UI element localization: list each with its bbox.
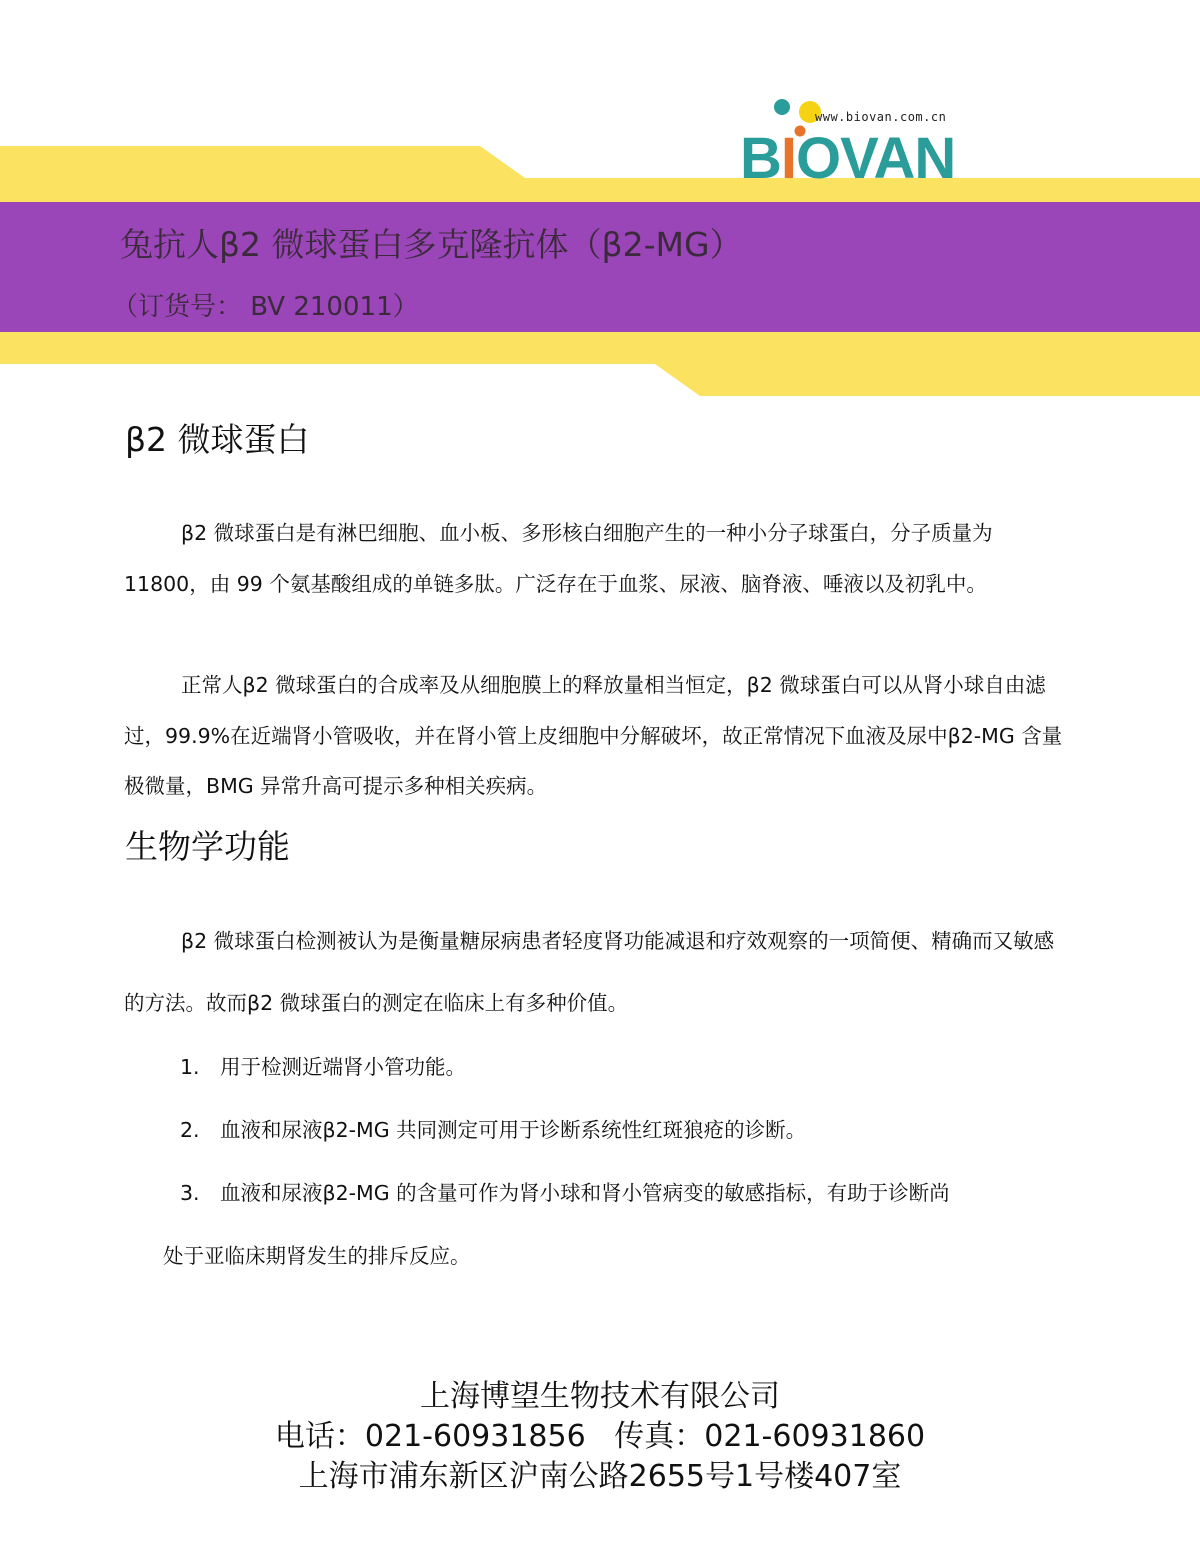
paragraph-function-intro: β2 微球蛋白检测被认为是衡量糖尿病患者轻度肾功能减退和疗效观察的一项简便、精确而又敏感的方法。故而β2 微球蛋白的测定在临床上有多种价值。 [124, 929, 1055, 1015]
footer-company: 上海博望生物技术有限公司 [420, 1379, 780, 1414]
logo-text-left: B [740, 126, 781, 191]
paragraph-normal: 正常人β2 微球蛋白的合成率及从细胞膜上的释放量相当恒定，β2 微球蛋白可以从肾小球自由滤过，99.9%在近端肾小管吸收，并在肾小管上皮细胞中分解破坏，故正常情况下血液及尿中β2-MG 含量极微量，BMG 异常升高可提示多种相关疾病。 [124, 673, 1063, 798]
order-number: （订货号： BV 210011） [112, 292, 419, 322]
list-number: 1. [180, 1055, 200, 1079]
list-item-1 [180, 1036, 1080, 1099]
header-banner [0, 0, 1200, 400]
list-text: 血液和尿液β2-MG 共同测定可用于诊断系统性红斑狼疮的诊断。 [220, 1118, 807, 1142]
banner-yellow-top [0, 146, 1200, 205]
section-heading-function: 生物学功能 [125, 827, 290, 866]
list-number: 2. [180, 1118, 200, 1142]
logo [740, 126, 955, 192]
banner-yellow-bottom [0, 332, 1200, 396]
list-item-3 [163, 1162, 1080, 1288]
logo-text-right: OVAN [796, 126, 956, 191]
list-text-continued: 处于亚临床期肾发生的排斥反应。 [163, 1244, 471, 1268]
footer-address: 上海市浦东新区沪南公路2655号1号楼407室 [298, 1459, 902, 1494]
list-text: 血液和尿液β2-MG 的含量可作为肾小球和肾小管病变的敏感指标，有助于诊断尚 [220, 1181, 950, 1205]
list-item-2 [180, 1099, 1080, 1162]
list-text: 用于检测近端肾小管功能。 [220, 1055, 466, 1079]
footer-contact: 电话：021-60931856 传真：021-60931860 [274, 1419, 926, 1454]
logo-url: www.biovan.com.cn [815, 110, 947, 124]
paragraph-intro: β2 微球蛋白是有淋巴细胞、血小板、多形核白细胞产生的一种小分子球蛋白，分子质量为 11800，由 99 个氨基酸组成的单链多肽。广泛存在于血浆、尿液、脑脊液、唾液以及初乳中。 [124, 521, 993, 596]
product-title: 兔抗人β2 微球蛋白多克隆抗体（β2-MG） [120, 225, 743, 264]
list-number: 3. [180, 1181, 200, 1205]
section-heading-b2mg: β2 微球蛋白 [125, 420, 310, 459]
logo-text-mid: I [780, 126, 797, 191]
